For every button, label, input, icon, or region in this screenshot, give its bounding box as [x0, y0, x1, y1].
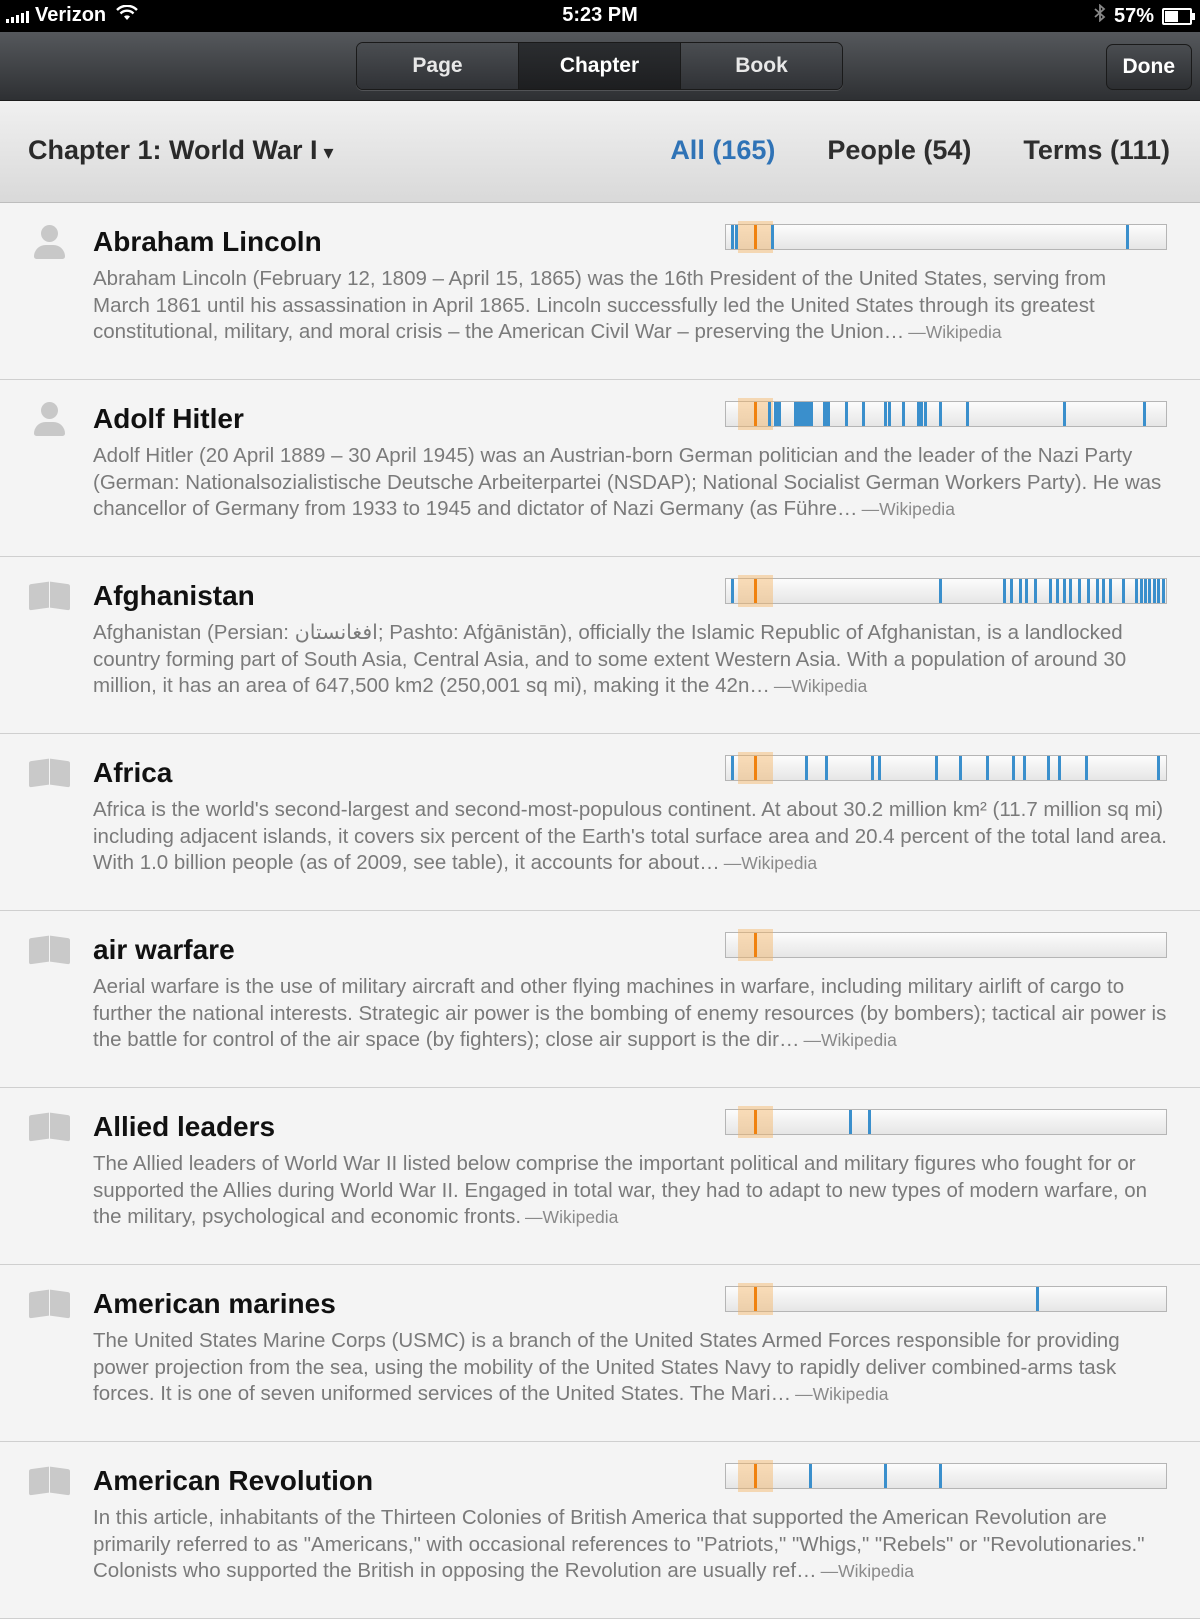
occurrence-tick	[1144, 579, 1147, 603]
item-name: Adolf Hitler	[93, 403, 244, 434]
occurrence-tick	[868, 1110, 871, 1134]
person-icon	[28, 225, 72, 263]
source-attribution[interactable]: —Wikipedia	[803, 1030, 897, 1050]
description-text: The United States Marine Corps (USMC) is a branch of the United States Armed Forces responsible for providing power projection from the sea, using the mobility of the United States Navy to rapidly deliver combined-arms task forces. It is one of seven uniformed services of the United States. The Mari…	[93, 1329, 1120, 1405]
occurrence-tick	[1162, 579, 1165, 603]
occurrence-tick	[1085, 756, 1088, 780]
occurrence-tick	[939, 1464, 942, 1488]
clock: 5:23 PM	[562, 4, 638, 26]
occurrence-tick	[735, 225, 738, 249]
battery-icon	[1162, 8, 1192, 25]
item-name: American marines	[93, 1288, 336, 1319]
description-text: Abraham Lincoln (February 12, 1809 – April 15, 1865) was the 16th President of the United States, serving from March 1861 until his assassination in April 1865. Lincoln successfully led the United States through its greatest constitutional, military, and moral crisis – the American Civil War – preserving the Union…	[93, 267, 1107, 343]
source-attribution[interactable]: —Wikipedia	[773, 676, 868, 696]
item-description	[93, 266, 1168, 346]
item-name: American Revolution	[93, 1465, 374, 1496]
occurrence-tick	[1058, 756, 1061, 780]
occurrence-tick	[1140, 579, 1143, 603]
occurrence-tick	[1102, 579, 1105, 603]
list-item[interactable]	[0, 1088, 1200, 1265]
occurrence-tick	[1135, 579, 1138, 603]
occurrence-tick	[1157, 579, 1160, 603]
item-name: Africa	[93, 757, 173, 788]
occurrence-tick	[771, 225, 774, 249]
occurrence-tick	[768, 402, 771, 426]
chapter-title: Chapter 1: World War I	[28, 135, 318, 165]
occurrence-track[interactable]	[725, 401, 1167, 427]
occurrence-track[interactable]	[725, 932, 1167, 958]
occurrence-tick	[1023, 756, 1026, 780]
segment-chapter[interactable]: Chapter	[519, 43, 681, 89]
occurrence-tick	[1087, 579, 1090, 603]
occurrence-tick	[1096, 579, 1099, 603]
occurrence-tick	[1126, 225, 1129, 249]
book-icon	[28, 579, 72, 617]
list-item[interactable]	[0, 380, 1200, 557]
description-text: Afghanistan (Persian: افغانستان; Pashto: Afġānistān), officially the Islamic Republic of Afghanistan, is a landlocked country forming part of South Asia, Central Asia, and to some extent Western Asia. With a population of around 30 million, it has an area of 647,500 km2 (250,001 sq mi), making it the 42n…	[93, 621, 1127, 697]
source-attribution[interactable]: —Wikipedia	[723, 853, 818, 873]
occurrence-track[interactable]	[725, 224, 1167, 250]
occurrence-tick	[1012, 756, 1015, 780]
occurrence-tick	[1078, 579, 1081, 603]
item-description	[93, 620, 1168, 700]
occurrence-tick	[1063, 579, 1066, 603]
occurrence-tick	[878, 756, 881, 780]
done-button[interactable]: Done	[1106, 44, 1193, 90]
filter-bar	[0, 101, 1200, 203]
book-icon	[28, 756, 72, 794]
item-description	[93, 1328, 1168, 1408]
list-item[interactable]	[0, 911, 1200, 1088]
occurrence-tick	[1025, 579, 1028, 603]
occurrence-tick	[871, 756, 874, 780]
occurrence-tick	[809, 1464, 812, 1488]
occurrence-tick	[888, 402, 891, 426]
occurrence-tick	[778, 402, 781, 426]
chapter-selector[interactable]	[28, 135, 334, 166]
occurrence-tick	[731, 756, 734, 780]
book-icon	[28, 1464, 72, 1502]
occurrence-tick	[986, 756, 989, 780]
item-description	[93, 443, 1168, 523]
segment-page[interactable]: Page	[357, 43, 519, 89]
occurrence-tick	[810, 402, 813, 426]
occurrence-tick	[1034, 579, 1037, 603]
current-location-tick	[754, 1287, 757, 1311]
occurrence-tick	[805, 756, 808, 780]
description-text: Aerial warfare is the use of military aircraft and other flying machines in warfare, including military airlift of cargo to further the national interests. Strategic air power is the bombing of enemy resources (by bombers); tactical air power is the battle for control of the air space (by fighters); close air support is the dir…	[93, 975, 1167, 1051]
source-attribution[interactable]: —Wikipedia	[795, 1384, 889, 1404]
list-item[interactable]	[0, 1265, 1200, 1442]
source-attribution[interactable]: —Wikipedia	[525, 1207, 619, 1227]
list-item[interactable]	[0, 557, 1200, 734]
current-location-tick	[754, 1464, 757, 1488]
occurrence-tick	[1143, 402, 1146, 426]
occurrence-tick	[1010, 579, 1013, 603]
occurrence-tick	[1019, 579, 1022, 603]
filter-terms[interactable]: Terms (111)	[1023, 135, 1170, 165]
occurrence-tick	[1047, 756, 1050, 780]
book-icon	[28, 933, 72, 971]
occurrence-track[interactable]	[725, 755, 1167, 781]
description-text: Africa is the world's second-largest and second-most-populous continent. At about 30.2 million km² (11.7 million sq mi) including adjacent islands, it covers six percent of the Earth's total surface area and 20.4 percent of the total land area. With 1.0 billion people (as of 2009, see table), it accounts for about…	[93, 798, 1167, 874]
item-description	[93, 797, 1168, 877]
occurrence-tick	[849, 1110, 852, 1134]
occurrence-tick	[1148, 579, 1151, 603]
occurrence-tick	[902, 402, 905, 426]
occurrence-tick	[1153, 579, 1156, 603]
item-description	[93, 974, 1168, 1054]
occurrence-track[interactable]	[725, 1109, 1167, 1135]
occurrence-tick	[1063, 402, 1066, 426]
occurrence-tick	[1036, 1287, 1039, 1311]
occurrence-tick	[1157, 756, 1160, 780]
current-location-tick	[754, 1110, 757, 1134]
occurrence-tick	[959, 756, 962, 780]
occurrence-tick	[731, 225, 734, 249]
source-attribution[interactable]: —Wikipedia	[820, 1561, 914, 1581]
status-right	[1094, 4, 1192, 28]
description-text: Adolf Hitler (20 April 1889 – 30 April 1945) was an Austrian-born German politician and the leader of the Nazi Party (German: Nationalsozialistische Deutsche Arbeiterpartei (NSDAP); National Socialist German Workers Party). He was chancellor of Germany from 1933 to 1945 and dictator of Nazi Germany (as Führe…	[93, 444, 1162, 520]
occurrence-tick	[862, 402, 865, 426]
bluetooth-icon	[1094, 4, 1106, 28]
description-text: The Allied leaders of World War II listed below comprise the important political and military figures who fought for or supported the Allies during World War II. Engaged in total war, they had to adapt to new types of modern warfare, on the military, psychological and economic fronts.	[93, 1152, 1148, 1228]
occurrence-track[interactable]	[725, 1463, 1167, 1489]
book-icon	[28, 1110, 72, 1148]
occurrence-tick	[935, 756, 938, 780]
occurrence-tick	[939, 579, 942, 603]
filter-people[interactable]: People (54)	[827, 135, 972, 165]
occurrence-tick	[884, 1464, 887, 1488]
segment-book[interactable]: Book	[681, 43, 842, 89]
occurrence-tick	[1049, 579, 1052, 603]
status-bar	[0, 0, 1200, 32]
occurrence-tick	[1109, 579, 1112, 603]
item-name: Abraham Lincoln	[93, 226, 322, 257]
occurrence-tick	[1069, 579, 1072, 603]
occurrence-tick	[825, 756, 828, 780]
list-item[interactable]	[0, 203, 1200, 380]
source-attribution[interactable]: —Wikipedia	[908, 322, 1002, 342]
occurrence-tick	[827, 402, 830, 426]
person-icon	[28, 402, 72, 440]
occurrence-track[interactable]	[725, 578, 1167, 604]
book-icon	[28, 1287, 72, 1325]
item-name: Allied leaders	[93, 1111, 276, 1142]
occurrence-tick	[920, 402, 923, 426]
occurrence-tick	[1056, 579, 1059, 603]
item-description	[93, 1151, 1168, 1231]
carrier-name: Verizon	[35, 4, 107, 26]
occurrence-tick	[845, 402, 848, 426]
occurrence-tick	[939, 402, 942, 426]
item-name: air warfare	[93, 934, 235, 965]
source-attribution[interactable]: —Wikipedia	[861, 499, 955, 519]
current-location-tick	[754, 933, 757, 957]
list-item[interactable]	[0, 1442, 1200, 1619]
filter-all[interactable]: All (165)	[670, 135, 776, 165]
filter-tabs	[670, 135, 1170, 166]
occurrence-tick	[731, 579, 734, 603]
description-text: In this article, inhabitants of the Thirteen Colonies of British America that supported the American Revolution are primarily referred to as "Americans," with occasional references to "Patriots," "Whigs," "Rebels" or "Revolutionaries." Colonists who supported the British in opposing the Revolution are usually ref…	[93, 1506, 1145, 1582]
list-item[interactable]	[0, 734, 1200, 911]
item-description	[93, 1505, 1168, 1585]
toolbar	[0, 32, 1200, 101]
current-location-tick	[754, 225, 757, 249]
scope-segmented-control	[356, 42, 843, 90]
current-location-tick	[754, 402, 757, 426]
current-location-tick	[754, 579, 757, 603]
occurrence-tick	[1122, 579, 1125, 603]
occurrence-track[interactable]	[725, 1286, 1167, 1312]
occurrence-tick	[924, 402, 927, 426]
battery-percent: 57%	[1113, 4, 1154, 27]
item-name: Afghanistan	[93, 580, 255, 611]
occurrence-tick	[966, 402, 969, 426]
xray-list	[0, 203, 1200, 1619]
occurrence-tick	[1003, 579, 1006, 603]
current-location-tick	[754, 756, 757, 780]
chevron-down-icon: ▾	[323, 142, 334, 164]
